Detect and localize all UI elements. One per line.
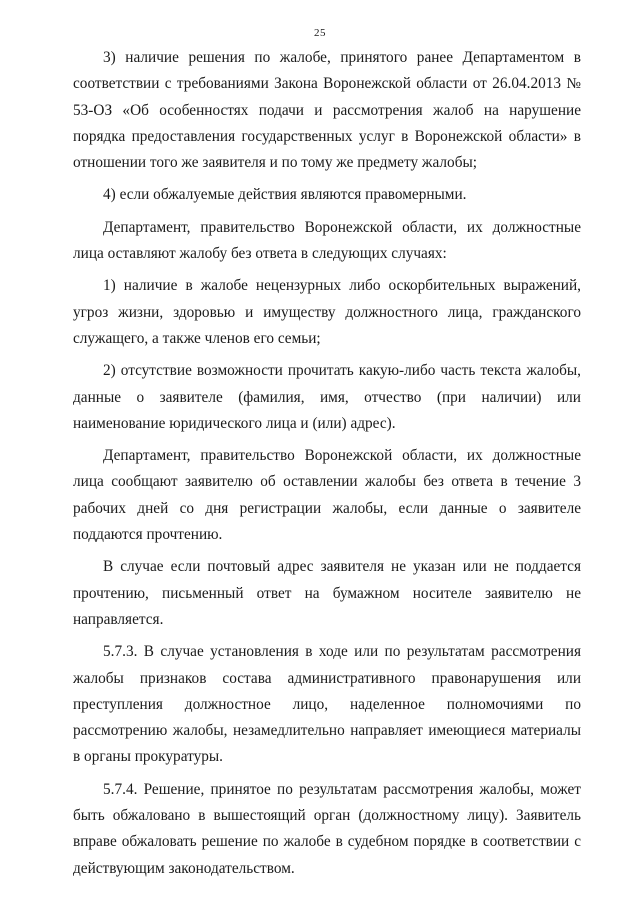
page-number: 25	[314, 27, 326, 39]
paragraph-no-answer-cases: Департамент, правительство Воронежской области, их должностные лица оставляют жалобу без ответа в следующих случаях:	[73, 218, 581, 263]
paragraph-case-2: 2) отсутствие возможности прочитать какую-либо часть текста жалобы, данные о заявителе (фамилия, имя, отчество (при наличии) или наименование юридического лица и (или) адрес).	[73, 362, 581, 432]
paragraph-5-7-3: 5.7.3. В случае установления в ходе или по результатам рассмотрения жалобы признаков состава административного правонарушения или преступления должностное лицо, наделенное полномочиями по рассмотрению жалобы, незамедлительно направляет имеющиеся материалы в органы прокуратуры.	[73, 643, 581, 766]
paragraph-case-1: 1) наличие в жалобе нецензурных либо оскорбительных выражений, угроз жизни, здоровью и имуществу должностного лица, гражданского служащего, а также членов его семьи;	[73, 277, 581, 347]
paragraph-item-3: 3) наличие решения по жалобе, принятого ранее Департаментом в соответствии с требованиями Закона Воронежской области от 26.04.2013 № 53-ОЗ «Об особенностях подачи и рассмотрения жалоб на нарушение порядка предоставления государственных услуг в Воронежской области» в отношении того же заявителя и по тому же предмету жалобы;	[73, 49, 581, 172]
document-body	[73, 45, 581, 888]
paragraph-5-7-4: 5.7.4. Решение, принятое по результатам рассмотрения жалобы, может быть обжаловано в вышестоящий орган (должностному лицу). Заявитель вправе обжаловать решение по жалобе в судебном порядке в соответствии с действующим законодательством.	[73, 780, 581, 877]
paragraph-notification: Департамент, правительство Воронежской области, их должностные лица сообщают заявителю об оставлении жалобы без ответа в течение 3 рабочих дней со дня регистрации жалобы, если данные о заявителе поддаются прочтению.	[73, 447, 581, 544]
paragraph-postal-address: В случае если почтовый адрес заявителя не указан или не поддается прочтению, письменный ответ на бумажном носителе заявителю не направляется.	[73, 558, 581, 628]
paragraph-item-4: 4) если обжалуемые действия являются правомерными.	[103, 186, 467, 204]
